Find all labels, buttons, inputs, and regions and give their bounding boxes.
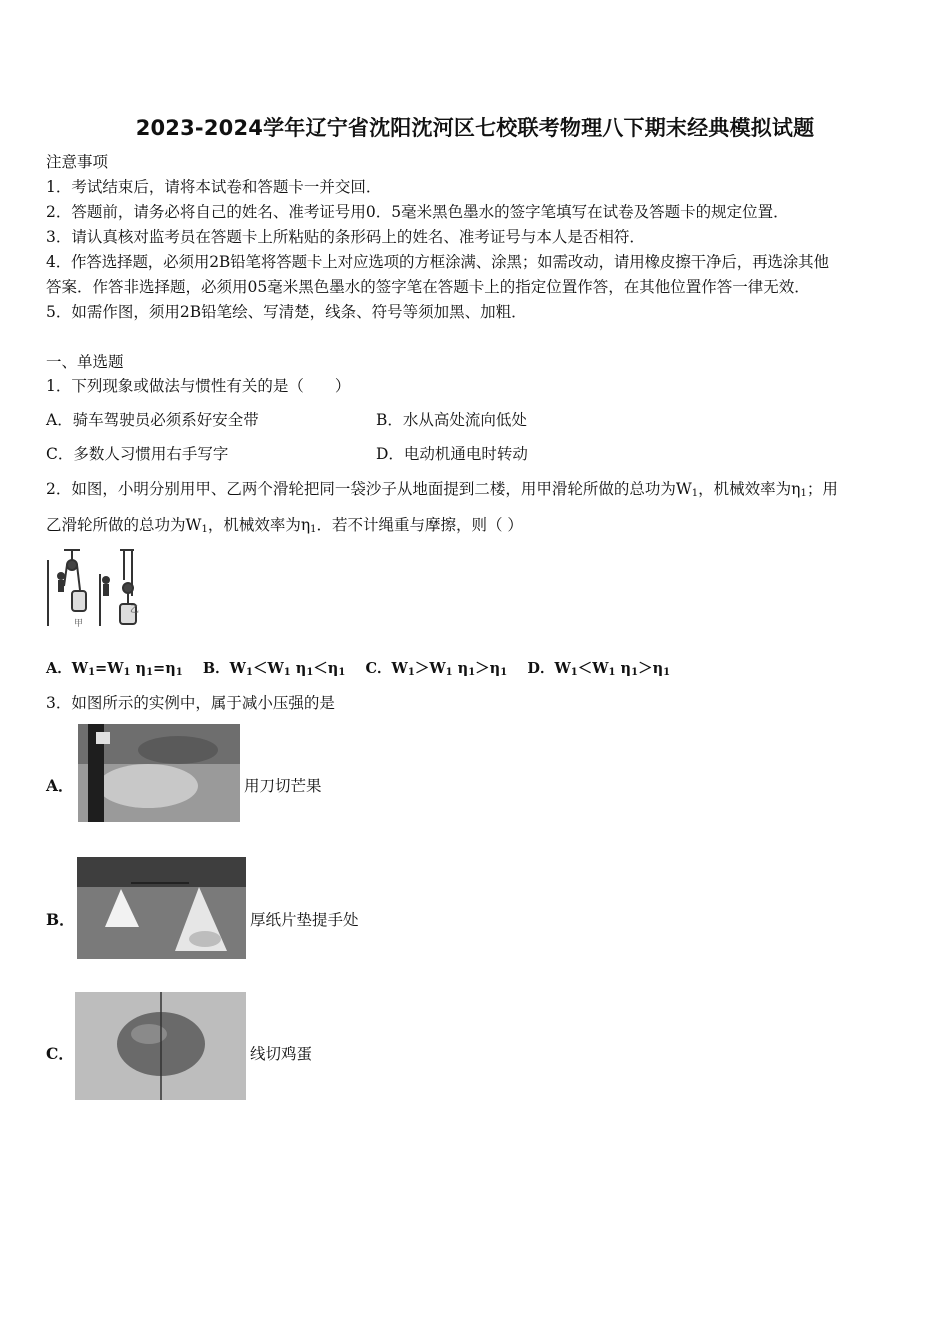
bag-handle-photo [77, 857, 246, 959]
q3-option-c-label: C． [46, 1044, 74, 1063]
notice-item: 答案．作答非选择题，必须用05毫米黑色墨水的签字笔在答题卡上的指定位置作答，在其他位置作答一律无效． [46, 278, 810, 296]
notice-item: 2．答题前，请务必将自己的姓名、准考证号用0．5毫米黑色墨水的签字笔填写在试卷及答题卡的规定位置． [46, 203, 789, 221]
notice-heading: 注意事项 [46, 153, 109, 171]
q2-option-b: B．$W_1<W_1$ $\eta_1<\eta_1$ [202, 660, 346, 678]
q1-option-a: A．骑车驾驶员必须系好安全带 [46, 411, 259, 429]
pulley-figure [44, 546, 142, 632]
figure-label-jia: 甲 [74, 619, 84, 629]
question-2-stem-line1: 2．如图，小明分别用甲、乙两个滑轮把同一袋沙子从地面提到二楼，用甲滑轮所做的总功为$W_1$，机械效率为$\eta_1$；用 [46, 480, 838, 499]
question-3-stem: 3．如图所示的实例中，属于减小压强的是 [46, 694, 335, 712]
q3-option-c-text: 线切鸡蛋 [250, 1045, 313, 1063]
page-title: 2023-2024学年辽宁省沈阳沈河区七校联考物理八下期末经典模拟试题 [135, 116, 815, 140]
figure-label-yi: 乙 [130, 605, 140, 615]
question-2-stem-line2: 乙滑轮所做的总功为$W_1$，机械效率为$\eta_1$．若不计绳重与摩擦，则（ ） [46, 516, 523, 535]
notice-item: 5．如需作图，须用2B铅笔绘、写清楚，线条、符号等须加黑、加粗． [46, 303, 527, 321]
q3-option-b-text: 厚纸片垫提手处 [250, 911, 359, 929]
q1-option-b: B．水从高处流向低处 [376, 411, 527, 429]
notice-item: 3．请认真核对监考员在答题卡上所粘贴的条形码上的姓名、准考证号与本人是否相符． [46, 228, 645, 246]
question-1-stem: 1．下列现象或做法与惯性有关的是（ ） [46, 377, 351, 395]
q2-option-d: D．$W_1<W_1$ $\eta_1>\eta_1$ [527, 660, 671, 678]
q2-option-a: A．$W_1=W_1$ $\eta_1=\eta_1$ [46, 660, 183, 678]
q3-option-b-label: B． [46, 910, 75, 929]
notice-item: 1．考试结束后，请将本试卷和答题卡一并交回． [46, 178, 382, 196]
q3-option-a-label: A． [46, 776, 74, 795]
egg-cutting-photo [75, 992, 246, 1100]
section-heading: 一、单选题 [46, 353, 124, 371]
q1-option-c: C．多数人习惯用右手写字 [46, 445, 229, 463]
q1-option-d: D．电动机通电时转动 [376, 445, 528, 463]
q2-option-c: C．$W_1>W_1$ $\eta_1>\eta_1$ [365, 660, 508, 678]
q2-options [46, 659, 670, 683]
mango-cutting-photo [78, 724, 240, 822]
notice-item: 4．作答选择题，必须用2B铅笔将答题卡上对应选项的方框涂满、涂黑；如需改动，请用橡皮擦干净后，再选涂其他 [46, 253, 829, 271]
q3-option-a-text: 用刀切芒果 [244, 777, 322, 795]
